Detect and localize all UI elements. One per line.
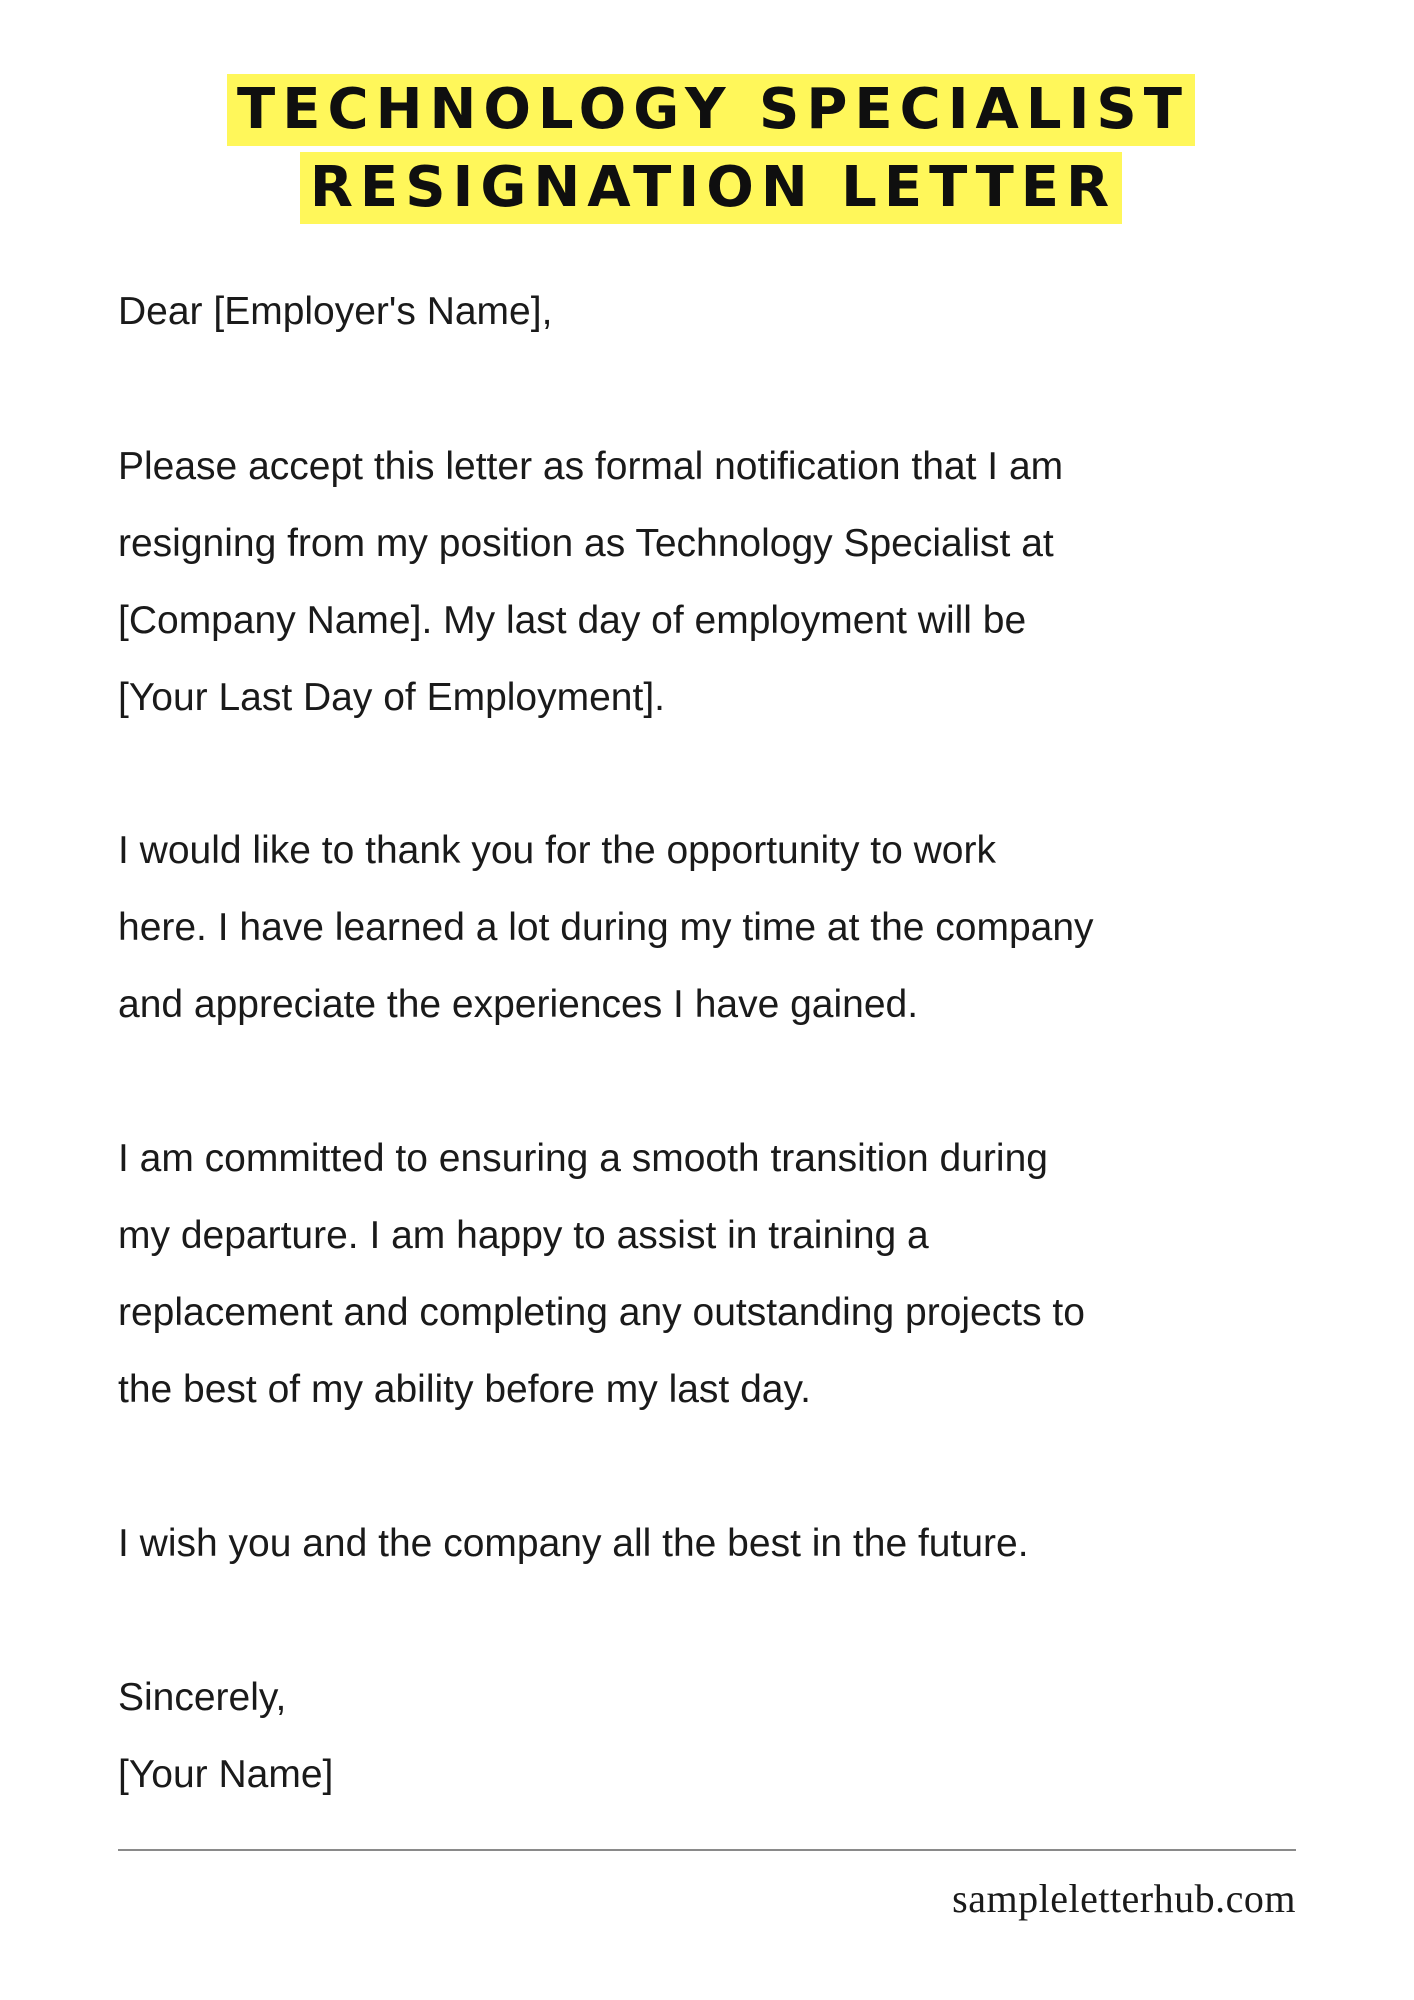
paragraph-3-line: the best of my ability before my last day. <box>118 1368 811 1411</box>
paragraph-1-line: [Company Name]. My last day of employment will be <box>118 599 1027 642</box>
footer-divider <box>118 1849 1296 1851</box>
footer-website: sampleletterhub.com <box>952 1876 1296 1921</box>
paragraph-3-line: replacement and completing any outstanding projects to <box>118 1291 1085 1334</box>
title-line-1: TECHNOLOGY SPECIALIST <box>227 74 1195 146</box>
paragraph-4-line: I wish you and the company all the best in the future. <box>118 1522 1029 1565</box>
paragraph-2-line: I would like to thank you for the opportunity to work <box>118 829 996 872</box>
paragraph-2-line: here. I have learned a lot during my time at the company <box>118 906 1094 949</box>
paragraph-1-line: [Your Last Day of Employment]. <box>118 676 665 719</box>
paragraph-2-line: and appreciate the experiences I have gained. <box>118 983 919 1026</box>
salutation: Dear [Employer's Name], <box>118 290 553 333</box>
title-line-2: RESIGNATION LETTER <box>300 152 1122 224</box>
paragraph-3-line: my departure. I am happy to assist in training a <box>118 1214 929 1257</box>
paragraph-3-line: I am committed to ensuring a smooth transition during <box>118 1137 1048 1180</box>
paragraph-1-line: Please accept this letter as formal notification that I am <box>118 445 1064 488</box>
closing: Sincerely, <box>118 1676 287 1719</box>
paragraph-1-line: resigning from my position as Technology Specialist at <box>118 522 1054 565</box>
letter-title <box>0 74 1414 224</box>
signature: [Your Name] <box>118 1753 334 1796</box>
